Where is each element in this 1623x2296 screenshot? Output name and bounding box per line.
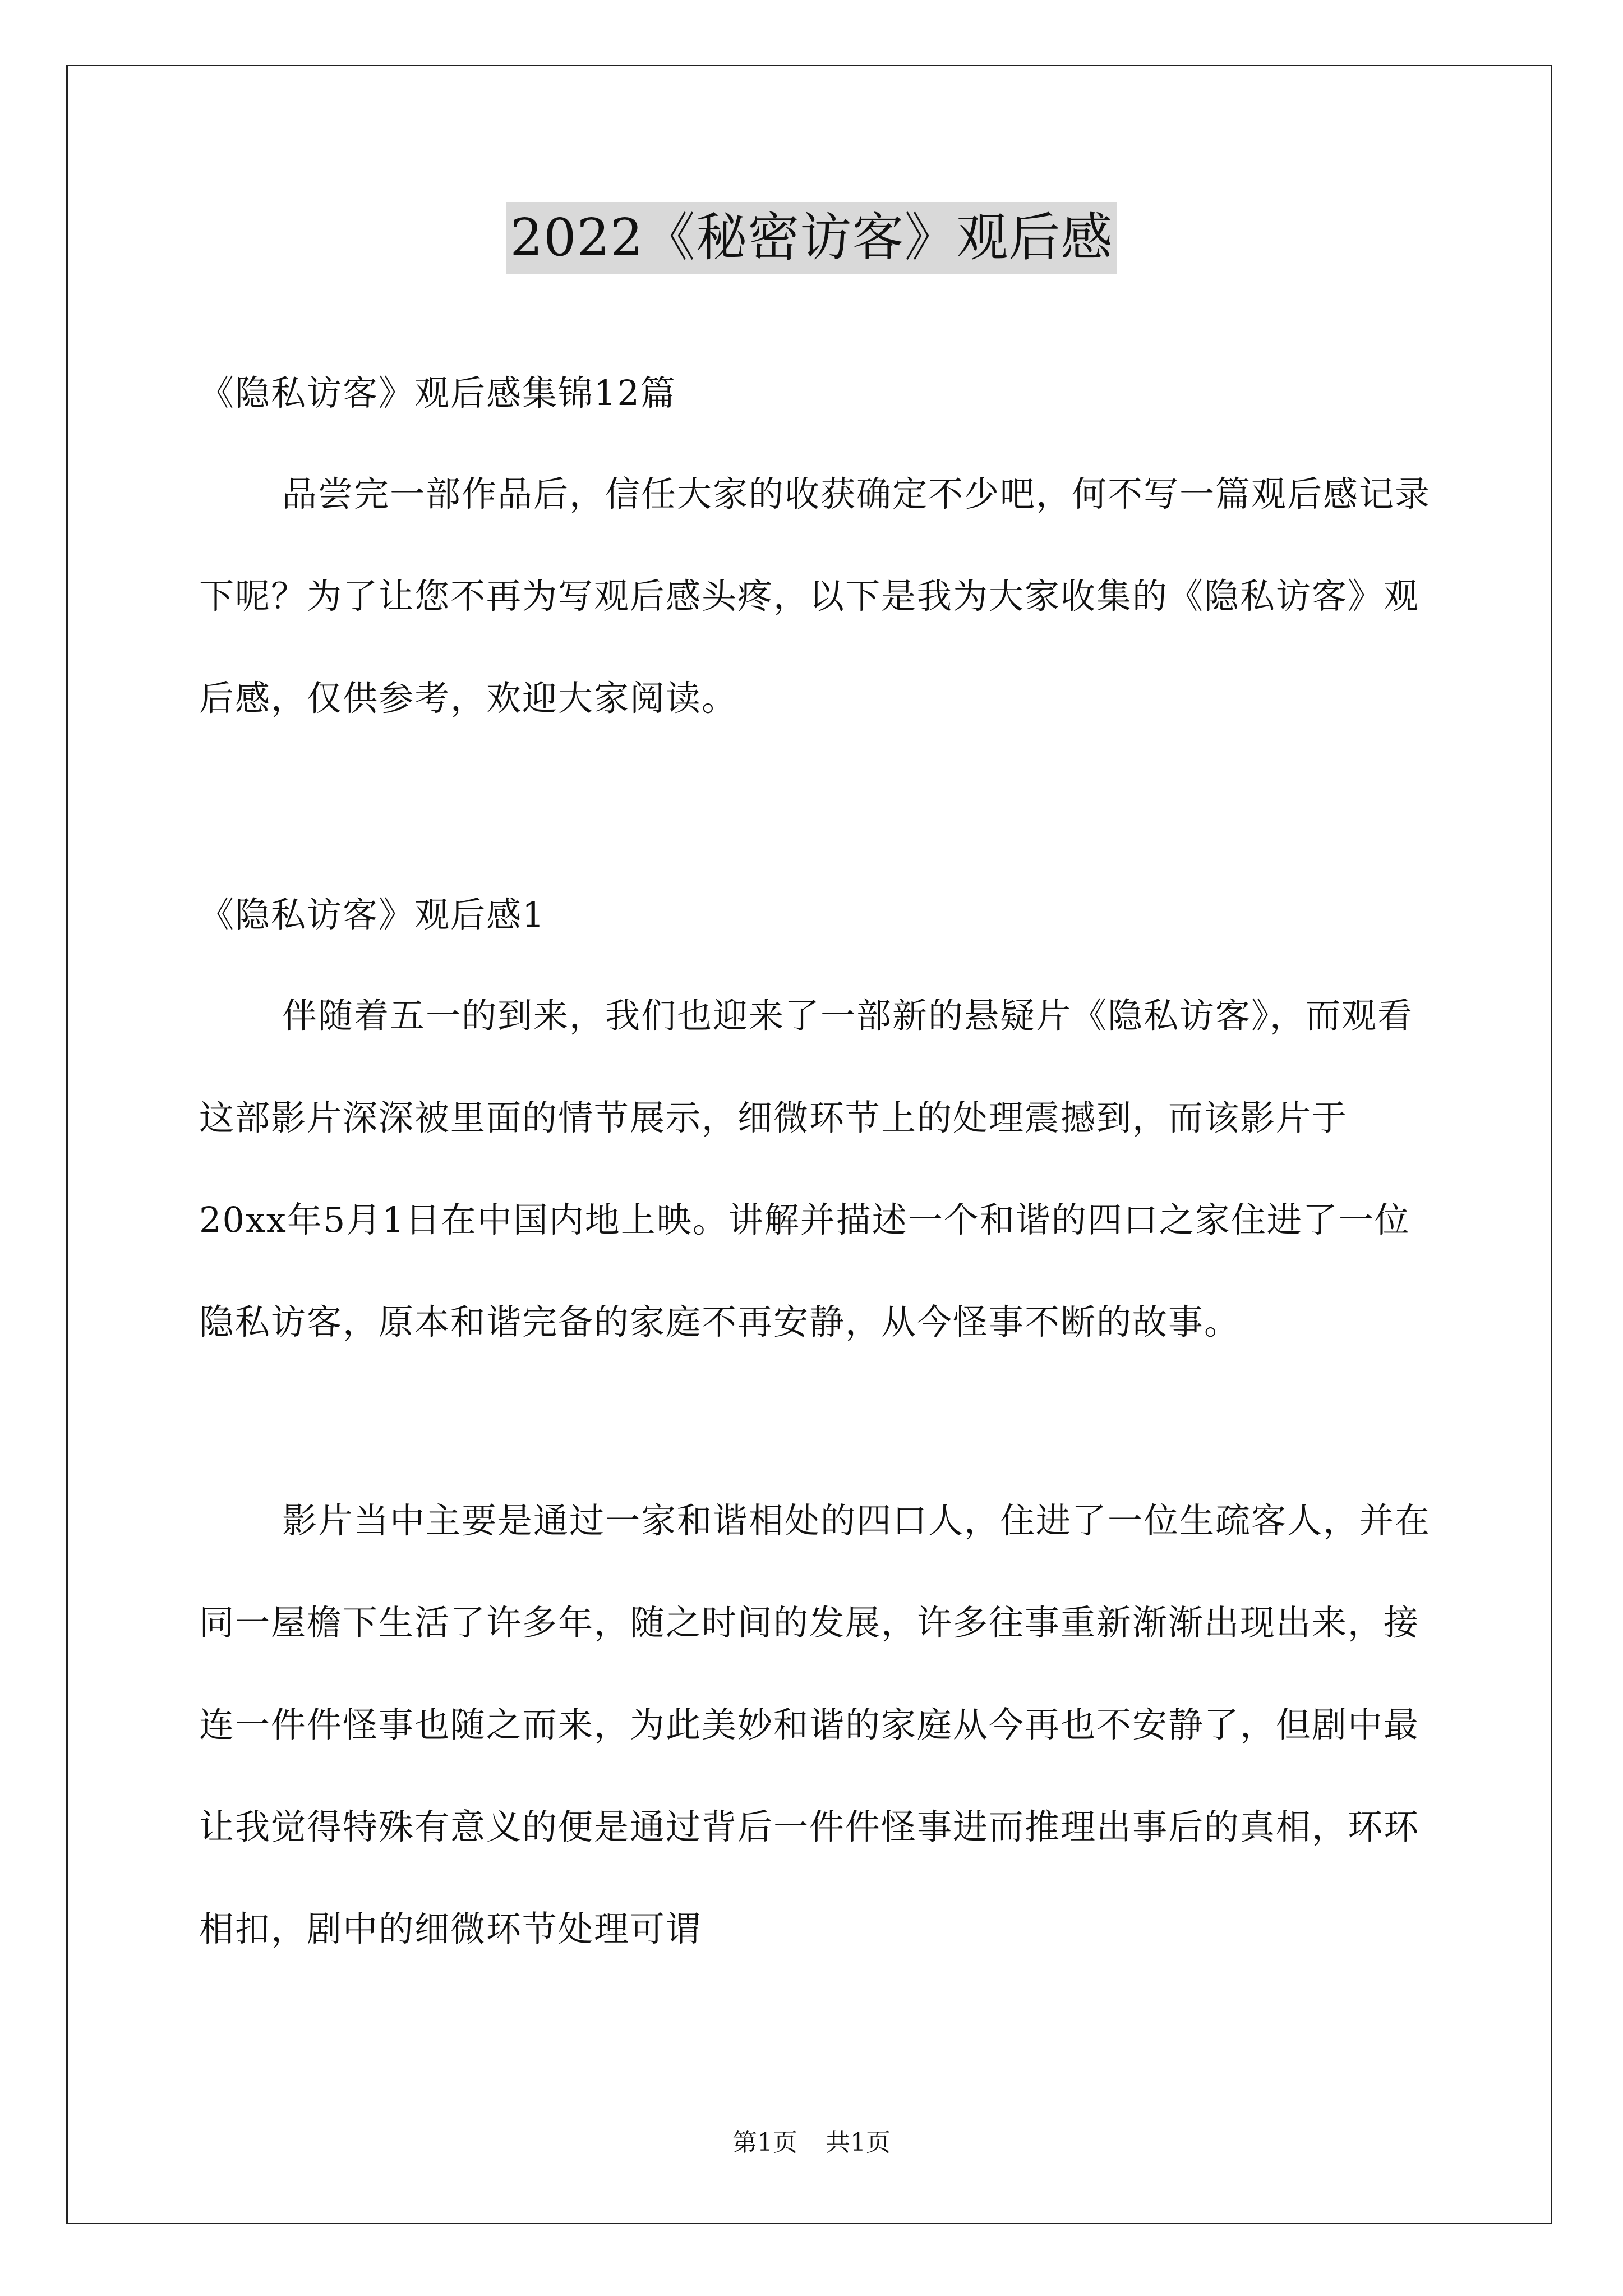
body-paragraph: 影片当中主要是通过一家和谐相处的四口人，住进了一位生疏客人，并在同一屋檐下生活了许多年，随之时间的发展，许多往事重新渐渐出现出来，接连一件件怪事也随之而来，为此美妙和谐的家庭从今再也不安静了，但剧中最让我觉得特殊有意义的便是通过背后一件件怪事进而推理出事后的真相，环环相扣，剧中的细微环节处理可谓 xyxy=(199,1500,1431,1949)
section-heading: 《隐私访客》观后感1 xyxy=(199,894,546,935)
page-footer xyxy=(0,2126,1623,2160)
intro-paragraph: 品尝完一部作品后，信任大家的收获确定不少吧，何不写一篇观后感记录下呢？为了让您不再为写观后感头疼，以下是我为大家收集的《隐私访客》观后感，仅供参考，欢迎大家阅读。 xyxy=(199,473,1431,719)
body-paragraph: 伴随着五一的到来，我们也迎来了一部新的悬疑片《隐私访客》，而观看这部影片深深被里面的情节展示，细微环节上的处理震撼到，而该影片于20xx年5月1日在中国内地上映。讲解并描述一个和谐的四口之家住进了一位隐私访客，原本和谐完备的家庭不再安静，从今怪事不断的故事。 xyxy=(199,995,1414,1342)
document-subtitle: 《隐私访客》观后感集锦12篇 xyxy=(199,372,676,413)
title-container xyxy=(0,202,1623,274)
page-number: 第1页 xyxy=(732,2128,797,2157)
document-title: 2022《秘密访客》观后感 xyxy=(506,202,1116,274)
page-total: 共1页 xyxy=(826,2128,891,2157)
